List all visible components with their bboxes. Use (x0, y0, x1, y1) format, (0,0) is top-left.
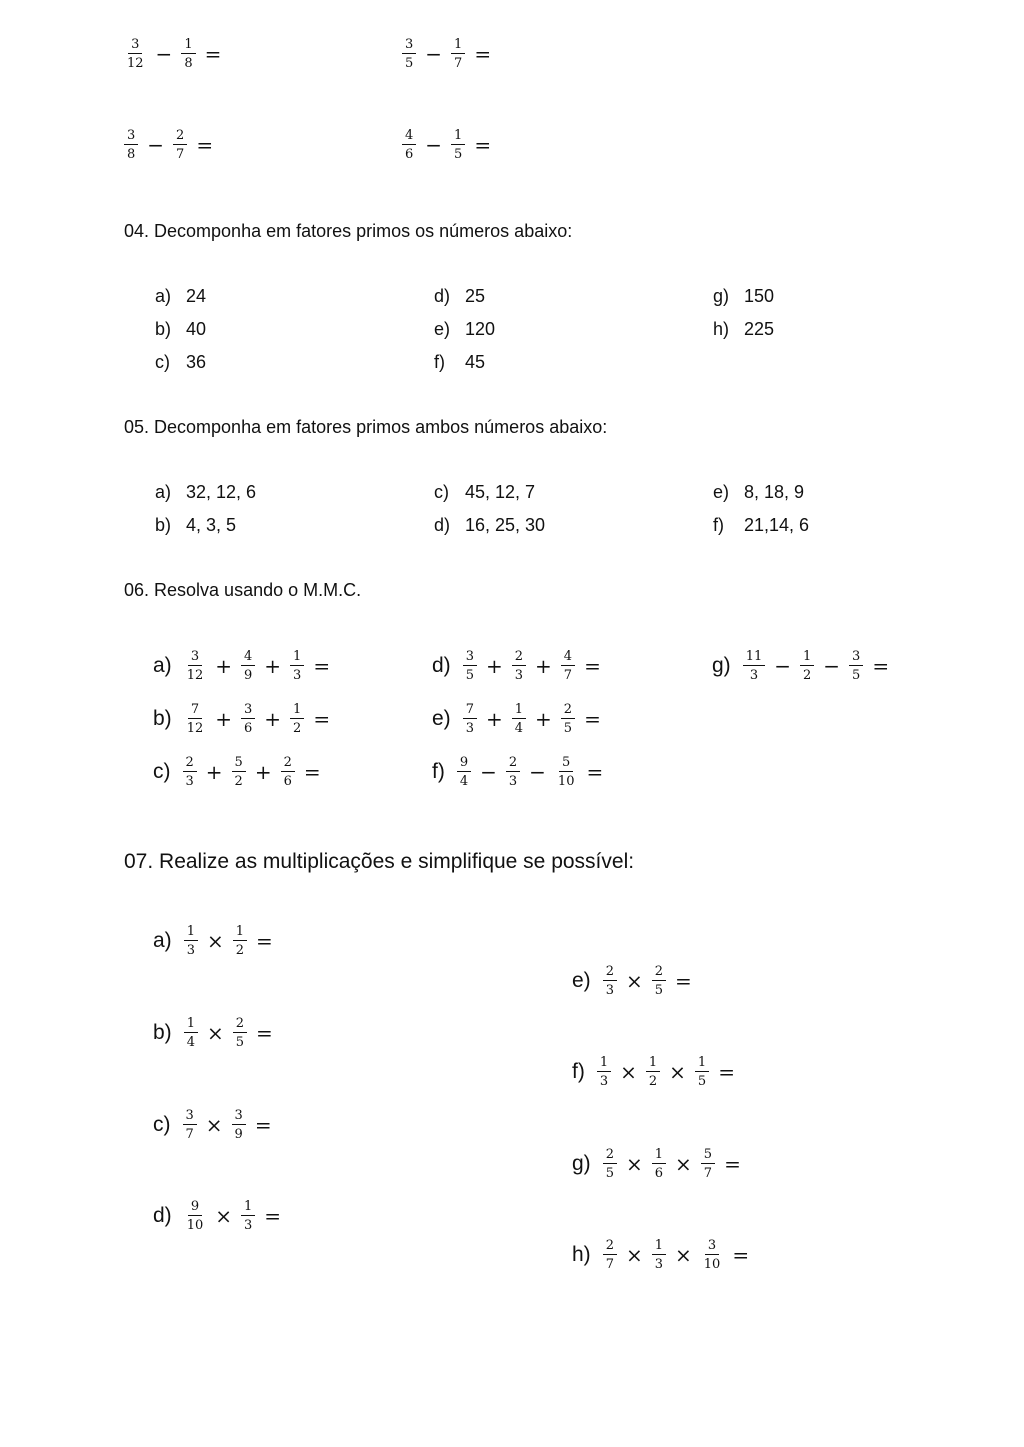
fraction (290, 702, 304, 736)
numerator: 1 (451, 37, 465, 54)
denominator: 7 (454, 56, 463, 71)
denominator: 5 (605, 1166, 614, 1181)
q05-item: c) 45, 12, 7 (434, 482, 536, 502)
fraction (701, 1147, 715, 1181)
operator-sign: × (675, 1243, 692, 1267)
numerator: 3 (402, 37, 416, 54)
fraction (183, 1108, 197, 1142)
question-07-heading: 07. Realize as multiplicações e simplifique se possível: (124, 850, 635, 873)
operator-sign: + (535, 654, 552, 678)
denominator: 7 (605, 1257, 614, 1272)
operator-sign: + (205, 760, 223, 784)
denominator: 3 (185, 774, 194, 789)
denominator: 12 (186, 721, 204, 736)
fraction (290, 649, 304, 683)
fraction (184, 702, 207, 736)
question-05-heading: 05. Decomponha em fatores primos ambos números abaixo: (124, 417, 608, 437)
operator-sign: × (206, 929, 224, 953)
fraction (463, 702, 477, 736)
item-label: e) (572, 969, 591, 992)
equals-sign: = (872, 654, 890, 678)
operator-sign: × (205, 1113, 223, 1137)
operator-sign: − (774, 654, 791, 678)
fraction (597, 1055, 611, 1089)
numerator: 2 (603, 964, 617, 981)
fraction (451, 37, 465, 71)
q06-expression (153, 755, 321, 789)
operator-sign: × (620, 1060, 637, 1084)
operator-sign: − (425, 42, 443, 66)
denominator: 3 (244, 1218, 253, 1233)
q06-expression (432, 702, 601, 736)
question-04-heading: 04. Decomponha em fatores primos os números abaixo: (124, 221, 573, 241)
q06-expression (432, 755, 603, 789)
operator-sign: − (529, 760, 546, 784)
equals-sign: = (256, 929, 273, 953)
fraction (561, 702, 575, 736)
numerator: 1 (290, 649, 304, 666)
q05-item: b) 4, 3, 5 (155, 515, 237, 535)
operator-sign: × (675, 1152, 692, 1176)
numerator: 1 (451, 128, 465, 145)
denominator: 3 (654, 1257, 664, 1272)
denominator: 4 (459, 774, 469, 789)
numerator: 3 (183, 1108, 197, 1125)
operator-sign: + (264, 654, 282, 678)
fraction (402, 128, 416, 162)
denominator: 2 (803, 668, 812, 683)
fraction (506, 755, 520, 789)
fraction (561, 649, 575, 683)
fraction (181, 37, 195, 71)
q04-item: h) 225 (713, 319, 775, 339)
fraction (232, 755, 246, 789)
denominator: 5 (235, 1035, 245, 1050)
operator-sign: × (625, 1243, 643, 1267)
item-label: f) (432, 760, 445, 783)
equals-sign: = (675, 969, 692, 993)
denominator: 3 (605, 983, 614, 998)
q05-item: a) 32, 12, 6 (155, 482, 257, 502)
numerator: 1 (512, 702, 526, 719)
item-label: h) (572, 1243, 591, 1266)
numerator: 2 (281, 755, 295, 772)
numerator: 1 (184, 1016, 198, 1033)
fraction (603, 1147, 617, 1181)
operator-sign: + (215, 707, 232, 731)
item-label: d) (153, 1204, 172, 1227)
fraction (457, 755, 471, 789)
numerator: 2 (183, 755, 197, 772)
denominator: 5 (465, 668, 474, 683)
q05-item: e) 8, 18, 9 (713, 482, 805, 502)
fraction (124, 37, 147, 71)
q04-item: b) 40 (155, 319, 207, 339)
denominator: 2 (235, 943, 245, 958)
q07-expression (572, 964, 692, 998)
denominator: 7 (563, 668, 573, 683)
q07-expression (572, 1147, 741, 1181)
denominator: 10 (557, 774, 575, 789)
numerator: 1 (646, 1055, 660, 1072)
numerator: 11 (743, 649, 766, 666)
numerator: 2 (173, 128, 187, 145)
fraction (555, 755, 578, 789)
operator-sign: + (485, 654, 503, 678)
fraction (512, 702, 526, 736)
fraction (512, 649, 526, 683)
numerator: 1 (652, 1238, 666, 1255)
operator-sign: − (147, 133, 165, 157)
numerator: 5 (559, 755, 573, 772)
numerator: 5 (232, 755, 246, 772)
denominator: 7 (185, 1127, 194, 1142)
denominator: 2 (234, 774, 243, 789)
fraction (281, 755, 295, 789)
numerator: 4 (241, 649, 255, 666)
numerator: 1 (695, 1055, 709, 1072)
item-label: b) (153, 1021, 172, 1044)
item-label: a) (153, 929, 172, 952)
equals-sign: = (204, 42, 222, 66)
fraction (652, 964, 666, 998)
denominator: 5 (405, 56, 414, 71)
numerator: 1 (290, 702, 304, 719)
equals-sign: = (256, 1021, 273, 1045)
denominator: 3 (599, 1074, 609, 1089)
numerator: 3 (124, 128, 138, 145)
denominator: 9 (244, 668, 253, 683)
operator-sign: + (254, 760, 272, 784)
denominator: 6 (405, 147, 414, 162)
fraction (646, 1055, 660, 1089)
numerator: 1 (184, 924, 198, 941)
numerator: 3 (705, 1238, 719, 1255)
denominator: 3 (465, 721, 474, 736)
denominator: 7 (176, 147, 185, 162)
fraction (183, 755, 197, 789)
operator-sign: + (535, 707, 552, 731)
numerator: 4 (561, 649, 575, 666)
operator-sign: − (823, 654, 841, 678)
equals-sign: = (196, 133, 214, 157)
item-label: c) (153, 760, 171, 783)
q05-item: d) 16, 25, 30 (434, 515, 546, 535)
item-label: e) (432, 707, 451, 730)
denominator: 6 (654, 1166, 664, 1181)
q07-expression (153, 1108, 272, 1142)
denominator: 8 (184, 56, 193, 71)
fraction (402, 37, 416, 71)
top-expression (400, 128, 491, 162)
q06-expression (712, 649, 889, 683)
numerator: 7 (463, 702, 477, 719)
fraction (241, 702, 255, 736)
numerator: 5 (701, 1147, 715, 1164)
operator-sign: × (206, 1021, 224, 1045)
denominator: 7 (703, 1166, 713, 1181)
q07-expression (153, 1199, 281, 1233)
denominator: 12 (186, 668, 204, 683)
denominator: 2 (648, 1074, 658, 1089)
top-expression (400, 37, 491, 71)
denominator: 5 (852, 668, 861, 683)
operator-sign: × (625, 1152, 643, 1176)
numerator: 9 (457, 755, 471, 772)
fraction (800, 649, 814, 683)
numerator: 4 (402, 128, 416, 145)
fraction (173, 128, 187, 162)
fraction (184, 1016, 198, 1050)
item-label: d) (432, 654, 451, 677)
numerator: 2 (603, 1238, 617, 1255)
numerator: 1 (233, 924, 247, 941)
numerator: 3 (232, 1108, 246, 1125)
operator-sign: + (264, 707, 282, 731)
q04-item: c) 36 (155, 352, 207, 372)
fraction (184, 649, 207, 683)
operator-sign: × (215, 1204, 232, 1228)
numerator: 1 (800, 649, 814, 666)
numerator: 1 (241, 1199, 255, 1216)
fraction (233, 924, 247, 958)
operator-sign: − (480, 760, 497, 784)
q04-item: a) 24 (155, 286, 207, 306)
equals-sign: = (303, 760, 321, 784)
q07-expression (572, 1055, 735, 1089)
item-label: b) (153, 707, 172, 730)
denominator: 3 (186, 943, 195, 958)
equals-sign: = (474, 42, 492, 66)
equals-sign: = (724, 1152, 741, 1176)
equals-sign: = (718, 1060, 735, 1084)
equals-sign: = (586, 760, 604, 784)
equals-sign: = (264, 1204, 282, 1228)
top-expression (122, 37, 221, 71)
numerator: 1 (181, 37, 195, 54)
numerator: 2 (652, 964, 666, 981)
denominator: 6 (244, 721, 253, 736)
numerator: 3 (188, 649, 202, 666)
operator-sign: × (625, 969, 643, 993)
fraction (241, 1199, 255, 1233)
denominator: 5 (454, 147, 463, 162)
fraction (184, 924, 198, 958)
item-label: a) (153, 654, 172, 677)
numerator: 7 (188, 702, 202, 719)
denominator: 12 (127, 56, 144, 71)
operator-sign: + (215, 654, 232, 678)
top-expression (122, 128, 213, 162)
numerator: 2 (561, 702, 575, 719)
fraction (603, 1238, 617, 1272)
fraction (743, 649, 766, 683)
numerator: 9 (188, 1199, 202, 1216)
denominator: 8 (127, 147, 136, 162)
denominator: 4 (514, 721, 524, 736)
q05-item: f) 21,14, 6 (713, 515, 810, 535)
item-label: c) (153, 1113, 171, 1136)
numerator: 3 (849, 649, 863, 666)
equals-sign: = (584, 654, 601, 678)
q07-expression (153, 924, 273, 958)
fraction (232, 1108, 246, 1142)
denominator: 5 (563, 721, 573, 736)
q06-expression (153, 702, 330, 736)
denominator: 2 (293, 721, 302, 736)
question-06-heading: 06. Resolva usando o M.M.C. (124, 580, 362, 600)
operator-sign: − (155, 42, 173, 66)
q04-item: d) 25 (434, 286, 486, 306)
denominator: 3 (508, 774, 518, 789)
equals-sign: = (313, 654, 331, 678)
fraction (184, 1199, 207, 1233)
denominator: 3 (293, 668, 302, 683)
denominator: 9 (234, 1127, 243, 1142)
numerator: 2 (506, 755, 520, 772)
fraction (701, 1238, 724, 1272)
fraction (233, 1016, 247, 1050)
numerator: 1 (597, 1055, 611, 1072)
q06-expression (432, 649, 601, 683)
numerator: 2 (603, 1147, 617, 1164)
numerator: 3 (128, 37, 142, 54)
denominator: 3 (749, 668, 759, 683)
equals-sign: = (313, 707, 331, 731)
fraction (652, 1147, 666, 1181)
numerator: 1 (652, 1147, 666, 1164)
q04-item: e) 120 (434, 319, 496, 339)
fraction (695, 1055, 709, 1089)
fraction (241, 649, 255, 683)
item-label: f) (572, 1060, 585, 1083)
denominator: 5 (697, 1074, 707, 1089)
denominator: 3 (514, 668, 524, 683)
q07-expression (572, 1238, 749, 1272)
numerator: 2 (233, 1016, 247, 1033)
numerator: 3 (241, 702, 255, 719)
denominator: 10 (186, 1218, 204, 1233)
item-label: g) (572, 1152, 591, 1175)
operator-sign: × (669, 1060, 686, 1084)
operator-sign: − (425, 133, 443, 157)
denominator: 10 (703, 1257, 721, 1272)
numerator: 2 (512, 649, 526, 666)
denominator: 5 (654, 983, 664, 998)
equals-sign: = (732, 1243, 750, 1267)
fraction (849, 649, 863, 683)
item-label: g) (712, 654, 731, 677)
operator-sign: + (485, 707, 503, 731)
denominator: 4 (186, 1035, 195, 1050)
fraction (603, 964, 617, 998)
q06-expression (153, 649, 330, 683)
equals-sign: = (474, 133, 492, 157)
numerator: 3 (463, 649, 477, 666)
fraction (463, 649, 477, 683)
equals-sign: = (254, 1113, 272, 1137)
q04-item: f) 45 (434, 352, 486, 372)
fraction (451, 128, 465, 162)
q04-item: g) 150 (713, 286, 775, 306)
fraction (652, 1238, 666, 1272)
q07-expression (153, 1016, 273, 1050)
equals-sign: = (584, 707, 601, 731)
fraction (124, 128, 138, 162)
denominator: 6 (283, 774, 292, 789)
